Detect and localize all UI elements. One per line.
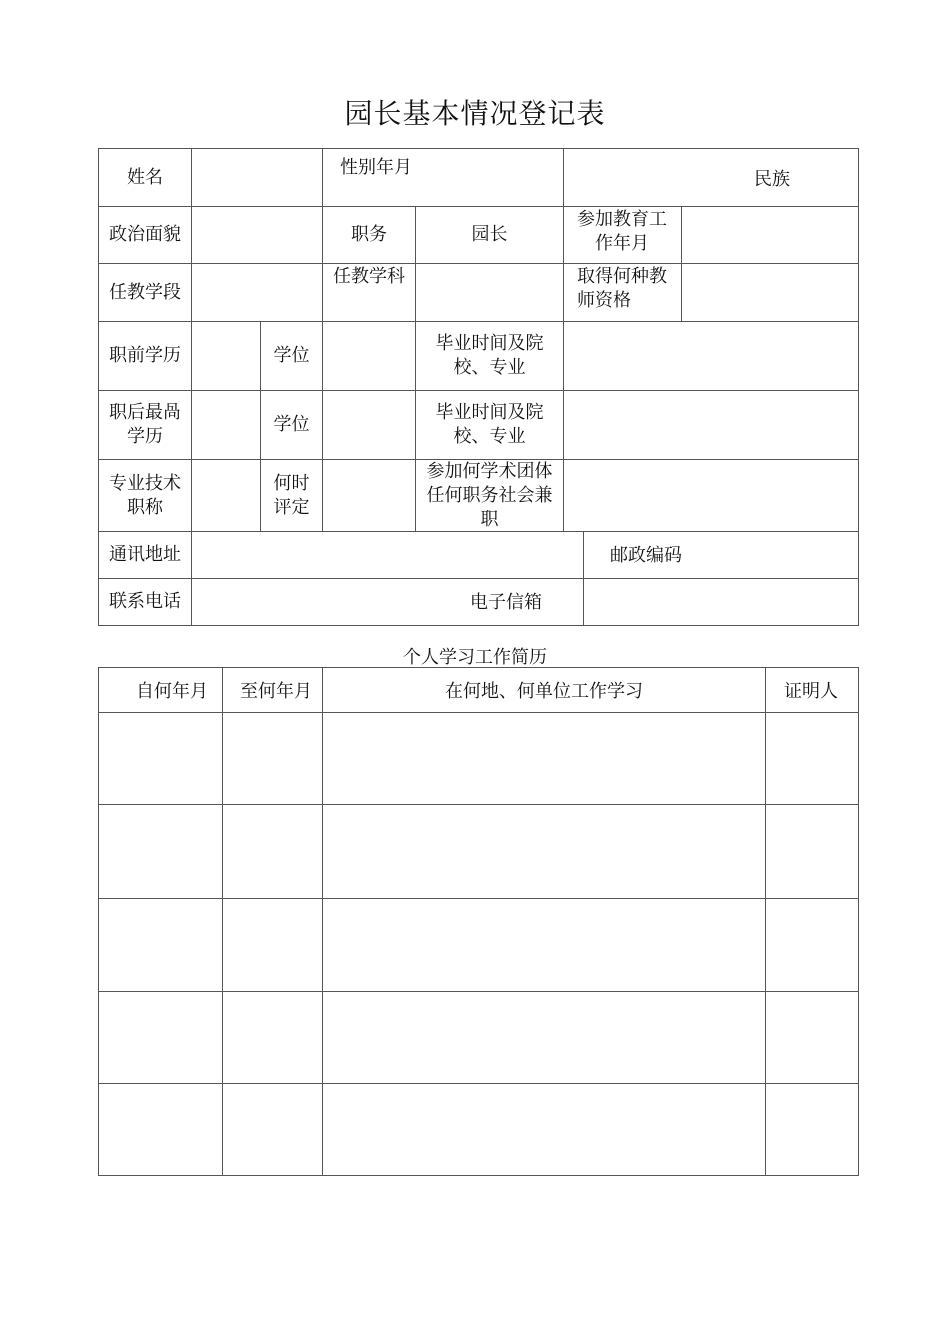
- gender-birth-label: 性别年月: [340, 157, 412, 178]
- postcode-label: 邮政编码: [610, 545, 682, 566]
- resume-caption: 个人学习工作简历: [403, 647, 547, 668]
- header-to: 至何年月: [240, 681, 312, 702]
- position-value: 园长: [471, 224, 508, 245]
- header-from: 自何年月: [136, 681, 208, 702]
- teaching-subject-label: 任教学科: [333, 266, 405, 287]
- ethnicity-label: 民族: [754, 169, 790, 190]
- eval-time-label: 何时 评定: [273, 472, 310, 518]
- table-row: [98, 898, 859, 991]
- table-row: [98, 991, 859, 1083]
- grad-label: 毕业时间及院 校、专业: [435, 333, 544, 378]
- table-row: [98, 712, 859, 804]
- teaching-stage-label: 任教学段: [109, 281, 181, 303]
- grad-label-2: 毕业时间及院 校、专业: [435, 402, 544, 447]
- degree-label-2: 学位: [273, 414, 310, 435]
- position-label: 职务: [351, 224, 387, 245]
- professional-title-label: 专业技术 职称: [109, 472, 181, 518]
- post-edu-label: 职后最咼 学历: [109, 402, 181, 447]
- header-witness: 证明人: [784, 681, 838, 702]
- org-label-line3: 职: [480, 509, 499, 530]
- email-label: 电子信箱: [470, 592, 542, 613]
- header-place: 在何地、何单位工作学习: [445, 681, 643, 702]
- page-title: 园长基本情况登记表: [344, 97, 606, 130]
- org-label-line2: 任何职务社会兼: [426, 485, 553, 506]
- work-start-label-line1: 参加教育工: [577, 209, 667, 230]
- org-label-line1: 参加何学术团体: [426, 461, 553, 482]
- col-divider: [681, 206, 682, 322]
- qualification-label-line1: 取得何种教: [577, 266, 667, 287]
- political-label: 政治面貌: [109, 224, 181, 245]
- qualification-label-line2: 师资格: [577, 290, 631, 311]
- work-start-label-line2: 作年月: [595, 233, 649, 254]
- row-divider: [98, 578, 859, 579]
- table-row: [98, 804, 859, 898]
- col-divider: [583, 531, 584, 626]
- table-row: [98, 1083, 859, 1176]
- phone-label: 联系电话: [109, 591, 181, 612]
- degree-label: 学位: [273, 345, 310, 366]
- name-label: 姓名: [127, 166, 163, 188]
- address-label: 通讯地址: [109, 544, 181, 565]
- pre-edu-label: 职前学历: [109, 345, 181, 366]
